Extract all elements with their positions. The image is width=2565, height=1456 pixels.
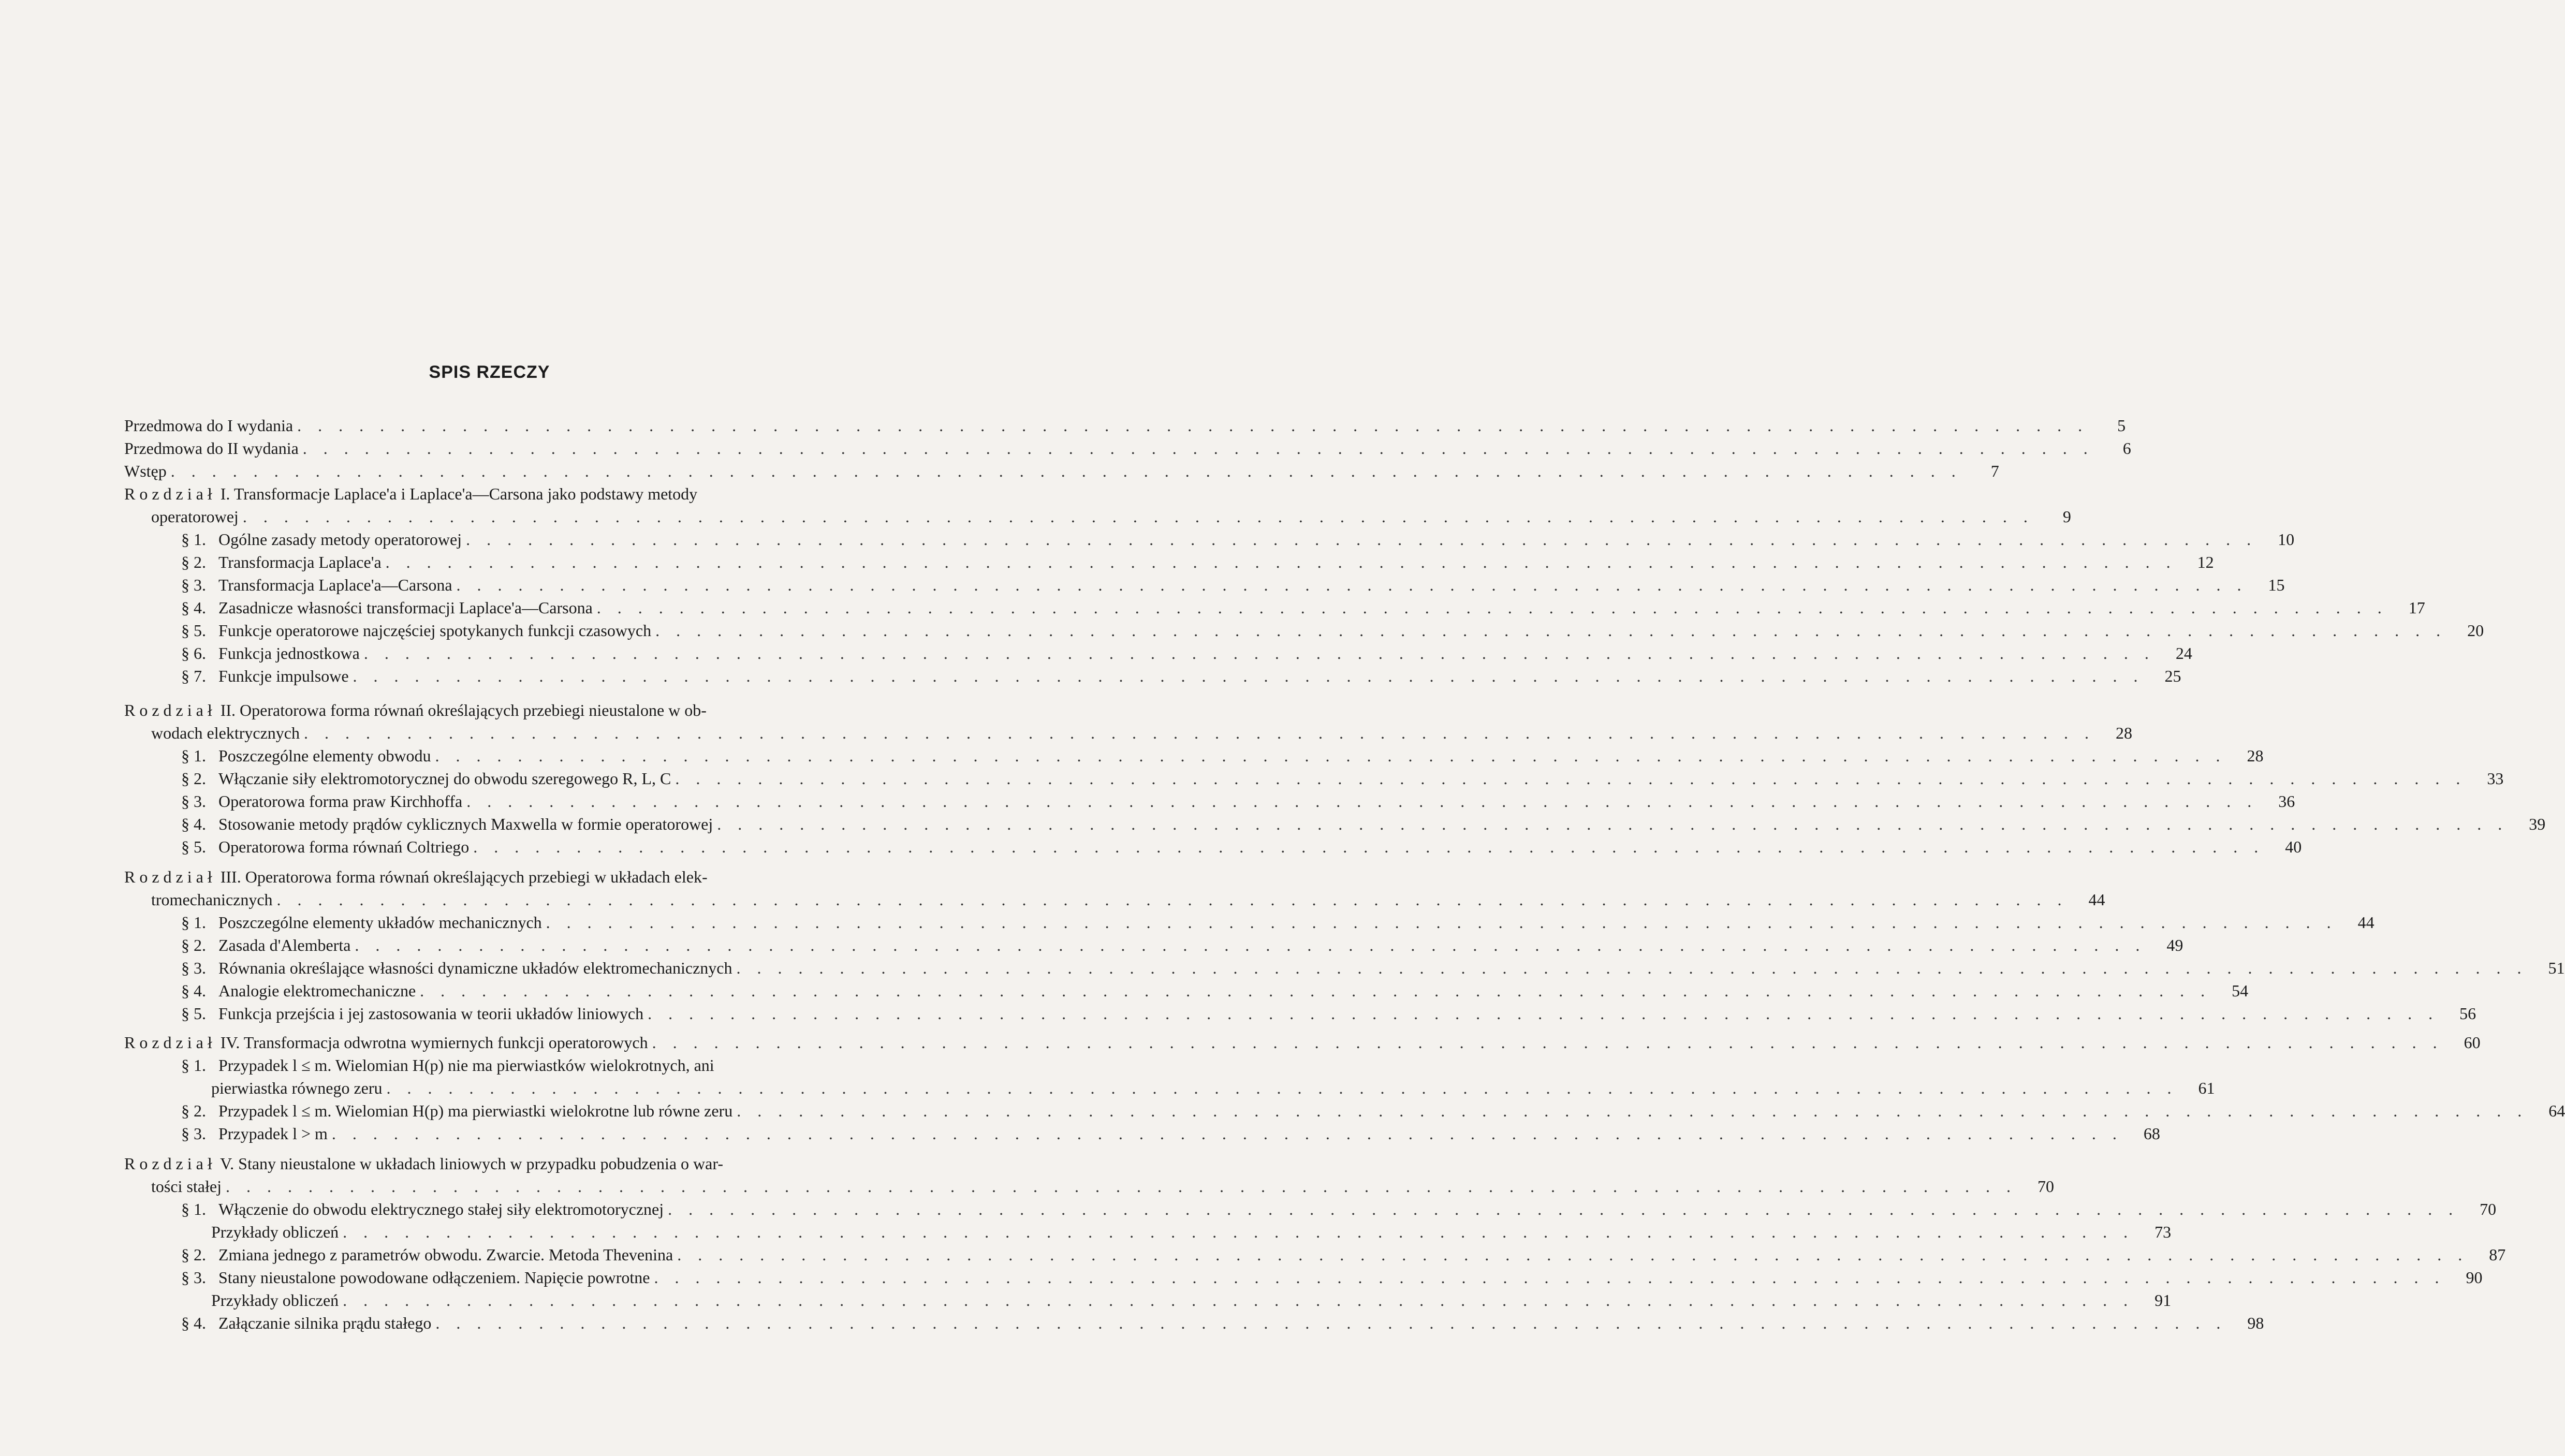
toc-section bbox=[181, 911, 2375, 934]
chapter-heading bbox=[124, 865, 914, 888]
leader-dots: . . . . . . . . . . . . . . . . . . . . . . . . . . . . . . . . . . . . . . . . . . . . . . . . . . . . . . . . . . . . . . . . . . . . . . . . . . . . . . . . . . . . . . . bbox=[466, 530, 2258, 549]
toc-entry-page: 68 bbox=[2143, 1124, 2160, 1143]
leader-dots: . . . . . . . . . . . . . . . . . . . . . . . . . . . . . . . . . . . . . . . . . . . . . . . . . . . . . . . . . . . . . . . . . . . . . . . . . . . . . . . . . . . . . . . bbox=[385, 553, 2177, 571]
section-number: § 2. bbox=[181, 1101, 206, 1120]
section-title: Poszczególne elementy układów mechanicznych bbox=[218, 913, 542, 932]
toc-entry-page: 91 bbox=[2154, 1291, 2172, 1310]
leader-dots: . . . . . . . . . . . . . . . . . . . . . . . . . . . . . . . . . . . . . . . . . . . . . . . . . . . . . . . . . . . . . . . . . . . . . . . . . . . . . . . . . . . . . . . bbox=[456, 576, 2248, 594]
chapter-title: III. Operatorowa forma równań określających przebiegi w układach elek- bbox=[220, 867, 708, 886]
toc-entry-page: 73 bbox=[2154, 1223, 2172, 1241]
section-number: § 7. bbox=[181, 667, 206, 685]
toc-section bbox=[181, 744, 2264, 767]
section-title: Ogólne zasady metody operatorowej bbox=[218, 530, 462, 549]
leader-dots: . . . . . . . . . . . . . . . . . . . . . . . . . . . . . . . . . . . . . . . . . . . . . . . . . . . . . . . . . . . . . . . . . . . . . . . . . . . . . . . . . . . . . . . bbox=[331, 1124, 2123, 1143]
toc-entry-page: 20 bbox=[2467, 621, 2484, 640]
section-title: Przypadek l ≤ m. Wielomian H(p) nie ma pierwiastków wielokrotnych, ani bbox=[218, 1056, 714, 1075]
section-title: Włączanie siły elektromotorycznej do obwodu szeregowego R, L, C bbox=[218, 769, 671, 788]
leader-dots: . . . . . . . . . . . . . . . . . . . . . . . . . . . . . . . . . . . . . . . . . . . . . . . . . . . . . . . . . . . . . . . . . . . . . . . . . . . . . . . . . . . . . . . bbox=[420, 981, 2211, 1000]
toc-section bbox=[181, 1312, 2264, 1334]
leader-dots: . . . . . . . . . . . . . . . . . . . . . . . . . . . . . . . . . . . . . . . . . . . . . . . . . . . . . . . . . . . . . . . . . . . . . . . . . . . . . . . . . . . . . . . bbox=[652, 1033, 2443, 1052]
toc-entry bbox=[211, 1289, 2172, 1312]
leader-dots: . . . . . . . . . . . . . . . . . . . . . . . . . . . . . . . . . . . . . . . . . . . . . . . . . . . . . . . . . . . . . . . . . . . . . . . . . . . . . . . . . . . . . . . bbox=[668, 1200, 2459, 1218]
section-number: § 1. bbox=[181, 1056, 206, 1075]
toc-section bbox=[181, 934, 2183, 957]
leader-dots: . . . . . . . . . . . . . . . . . . . . . . . . . . . . . . . . . . . . . . . . . . . . . . . . . . . . . . . . . . . . . . . . . . . . . . . . . . . . . . . . . . . . . . . bbox=[353, 667, 2144, 685]
toc-entry-page: 28 bbox=[2115, 724, 2132, 742]
toc-section bbox=[181, 665, 2181, 687]
leader-dots: . . . . . . . . . . . . . . . . . . . . . . . . . . . . . . . . . . . . . . . . . . . . . . . . . . . . . . . . . . . . . . . . . . . . . . . . . . . . . . . . . . . . . . . bbox=[343, 1291, 2134, 1310]
toc-entry-title: tromechanicznych bbox=[151, 890, 273, 909]
section-number: § 2. bbox=[181, 1245, 206, 1264]
toc-entry-page: 6 bbox=[2122, 439, 2131, 458]
leader-dots: . . . . . . . . . . . . . . . . . . . . . . . . . . . . . . . . . . . . . . . . . . . . . . . . . . . . . . . . . . . . . . . . . . . . . . . . . . . . . . . . . . . . . . . bbox=[677, 1245, 2469, 1264]
toc-entry-title: Przedmowa do I wydania bbox=[124, 416, 294, 435]
section-number: § 1. bbox=[181, 913, 206, 932]
leader-dots: . . . . . . . . . . . . . . . . . . . . . . . . . . . . . . . . . . . . . . . . . . . . . . . . . . . . . . . . . . . . . . . . . . . . . . . . . . . . . . . . . . . . . . . bbox=[675, 769, 2467, 788]
toc-section bbox=[181, 957, 2565, 979]
section-number: § 5. bbox=[181, 1004, 206, 1023]
section-number: § 1. bbox=[181, 746, 206, 765]
chapter-heading bbox=[124, 699, 914, 722]
section-title: Przypadek l > m bbox=[218, 1124, 328, 1143]
toc-section bbox=[181, 573, 2285, 596]
toc-entry-title: tości stałej bbox=[151, 1177, 222, 1196]
toc-entry-page: 51 bbox=[2548, 959, 2565, 977]
section-title: Transformacja Laplace'a bbox=[218, 553, 382, 571]
toc-entry-page: 60 bbox=[2464, 1033, 2481, 1052]
leader-dots: . . . . . . . . . . . . . . . . . . . . . . . . . . . . . . . . . . . . . . . . . . . . . . . . . . . . . . . . . . . . . . . . . . . . . . . . . . . . . . . . . . . . . . . bbox=[435, 746, 2226, 765]
toc-section bbox=[181, 790, 2295, 813]
toc-entry-page: 12 bbox=[2197, 553, 2214, 571]
toc-entry bbox=[211, 1077, 2215, 1099]
toc-section bbox=[181, 1122, 2160, 1145]
section-title: Włączenie do obwodu elektrycznego stałej siły elektromotorycznej bbox=[218, 1200, 664, 1218]
leader-dots: . . . . . . . . . . . . . . . . . . . . . . . . . . . . . . . . . . . . . . . . . . . . . . . . . . . . . . . . . . . . . . . . . . . . . . . . . . . . . . . . . . . . . . . bbox=[655, 621, 2447, 640]
toc-entry-page: 70 bbox=[2037, 1177, 2054, 1196]
toc-section bbox=[181, 813, 2546, 835]
chapter-prefix: Rozdział bbox=[124, 484, 216, 503]
leader-dots: . . . . . . . . . . . . . . . . . . . . . . . . . . . . . . . . . . . . . . . . . . . . . . . . . . . . . . . . . . . . . . . . . . . . . . . . . . . . . . . . . . . . . . . bbox=[654, 1268, 2445, 1287]
toc-entry-page: 64 bbox=[2548, 1101, 2565, 1120]
section-title: Operatorowa forma równań Coltriego bbox=[218, 837, 470, 856]
leader-dots: . . . . . . . . . . . . . . . . . . . . . . . . . . . . . . . . . . . . . . . . . . . . . . . . . . . . . . . . . . . . . . . . . . . . . . . . . . . . . . . . . . . . . . . bbox=[386, 1079, 2178, 1097]
section-title: Funkcja przejścia i jej zastosowania w teorii układów liniowych bbox=[218, 1004, 644, 1023]
toc-entry-title: Wstęp bbox=[124, 462, 167, 480]
toc-section bbox=[181, 528, 2295, 551]
toc-section bbox=[181, 1243, 2506, 1266]
leader-dots: . . . . . . . . . . . . . . . . . . . . . . . . . . . . . . . . . . . . . . . . . . . . . . . . . . . . . . . . . . . . . . . . . . . . . . . . . . . . . . . . . . . . . . . bbox=[466, 792, 2258, 811]
chapter-title: V. Stany nieustalone w układach liniowych w przypadku pobudzenia o war- bbox=[220, 1154, 724, 1173]
toc-section bbox=[181, 1054, 914, 1077]
toc-entry-page: 44 bbox=[2357, 913, 2375, 932]
section-title: Transformacja Laplace'a—Carsona bbox=[218, 576, 452, 594]
section-number: § 3. bbox=[181, 959, 206, 977]
section-title: Operatorowa forma praw Kirchhoffa bbox=[218, 792, 463, 811]
leader-dots: . . . . . . . . . . . . . . . . . . . . . . . . . . . . . . . . . . . . . . . . . . . . . . . . . . . . . . . . . . . . . . . . . . . . . . . . . . . . . . . . . . . . . . . bbox=[303, 724, 2095, 742]
toc-section bbox=[181, 1099, 2565, 1122]
toc-entry bbox=[151, 722, 2132, 744]
section-title: Załączanie silnika prądu stałego bbox=[218, 1314, 432, 1332]
toc-entry-page: 40 bbox=[2285, 837, 2302, 856]
section-number: § 2. bbox=[181, 769, 206, 788]
toc-entry bbox=[124, 460, 1999, 482]
toc-section bbox=[181, 1002, 2476, 1025]
section-number: § 3. bbox=[181, 792, 206, 811]
section-number: § 6. bbox=[181, 644, 206, 663]
toc-entry-page: 54 bbox=[2232, 981, 2249, 1000]
chapter-prefix: Rozdział bbox=[124, 867, 216, 886]
toc-section bbox=[181, 619, 2484, 642]
section-title: Równania określające własności dynamiczne układów elektromechanicznych bbox=[218, 959, 732, 977]
toc-entry-page: 24 bbox=[2175, 644, 2192, 663]
leader-dots: . . . . . . . . . . . . . . . . . . . . . . . . . . . . . . . . . . . . . . . . . . . . . . . . . . . . . . . . . . . . . . . . . . . . . . . . . . . . . . . . . . . . . . . bbox=[276, 890, 2068, 909]
section-number: § 1. bbox=[181, 530, 206, 549]
leader-dots: . . . . . . . . . . . . . . . . . . . . . . . . . . . . . . . . . . . . . . . . . . . . . . . . . . . . . . . . . . . . . . . . . . . . . . . . . . . . . . . . . . . . . . . bbox=[435, 1314, 2227, 1332]
toc-entry-page: 44 bbox=[2088, 890, 2105, 909]
leader-dots: . . . . . . . . . . . . . . . . . . . . . . . . . . . . . . . . . . . . . . . . . . . . . . . . . . . . . . . . . . . . . . . . . . . . . . . . . . . . . . . . . . . . . . . bbox=[736, 959, 2528, 977]
chapter-prefix: Rozdział bbox=[124, 1154, 216, 1173]
toc-entry-page: 10 bbox=[2278, 530, 2295, 549]
toc-entry-page: 17 bbox=[2408, 598, 2425, 617]
section-number: § 1. bbox=[181, 1200, 206, 1218]
chapter-heading bbox=[124, 1031, 2481, 1054]
chapter-heading bbox=[124, 482, 914, 505]
chapter-title: IV. Transformacja odwrotna wymiernych funkcji operatorowych bbox=[220, 1033, 648, 1052]
section-title: Funkcja jednostkowa bbox=[218, 644, 360, 663]
toc-section bbox=[181, 642, 2192, 665]
toc-section bbox=[181, 835, 2302, 858]
leader-dots: . . . . . . . . . . . . . . . . . . . . . . . . . . . . . . . . . . . . . . . . . . . . . . . . . . . . . . . . . . . . . . . . . . . . . . . . . . . . . . . . . . . . . . . bbox=[343, 1223, 2134, 1241]
toc-section bbox=[181, 979, 2249, 1002]
section-title: Stosowanie metody prądów cyklicznych Maxwella w formie operatorowej bbox=[218, 815, 713, 833]
section-number: § 4. bbox=[181, 815, 206, 833]
toc-entry bbox=[124, 437, 2131, 460]
leader-dots: . . . . . . . . . . . . . . . . . . . . . . . . . . . . . . . . . . . . . . . . . . . . . . . . . . . . . . . . . . . . . . . . . . . . . . . . . . . . . . . . . . . . . . . bbox=[473, 837, 2265, 856]
toc-entry-page: 15 bbox=[2268, 576, 2285, 594]
leader-dots: . . . . . . . . . . . . . . . . . . . . . . . . . . . . . . . . . . . . . . . . . . . . . . . . . . . . . . . . . . . . . . . . . . . . . . . . . . . . . . . . . . . . . . . bbox=[302, 439, 2094, 458]
toc-section bbox=[181, 596, 2425, 619]
toc-entry-page: 90 bbox=[2466, 1268, 2483, 1287]
toc-entry-page: 5 bbox=[2117, 416, 2126, 435]
leader-dots: . . . . . . . . . . . . . . . . . . . . . . . . . . . . . . . . . . . . . . . . . . . . . . . . . . . . . . . . . . . . . . . . . . . . . . . . . . . . . . . . . . . . . . . bbox=[363, 644, 2155, 663]
leader-dots: . . . . . . . . . . . . . . . . . . . . . . . . . . . . . . . . . . . . . . . . . . . . . . . . . . . . . . . . . . . . . . . . . . . . . . . . . . . . . . . . . . . . . . . bbox=[355, 936, 2146, 954]
chapter-prefix: Rozdział bbox=[124, 701, 216, 719]
page-title: SPIS RZECZY bbox=[429, 362, 550, 382]
toc-entry bbox=[151, 1175, 2054, 1198]
toc-entry-page: 9 bbox=[2062, 507, 2071, 526]
section-number: § 2. bbox=[181, 936, 206, 954]
toc-entry bbox=[151, 505, 2071, 528]
leader-dots: . . . . . . . . . . . . . . . . . . . . . . . . . . . . . . . . . . . . . . . . . . . . . . . . . . . . . . . . . . . . . . . . . . . . . . . . . . . . . . . . . . . . . . . bbox=[717, 815, 2509, 833]
toc-section bbox=[181, 767, 2504, 790]
section-title: Stany nieustalone powodowane odłączeniem. Napięcie powrotne bbox=[218, 1268, 650, 1287]
leader-dots: . . . . . . . . . . . . . . . . . . . . . . . . . . . . . . . . . . . . . . . . . . . . . . . . . . . . . . . . . . . . . . . . . . . . . . . . . . . . . . . . . . . . . . . bbox=[170, 462, 1962, 480]
toc-section bbox=[181, 1266, 2483, 1289]
section-title: Poszczególne elementy obwodu bbox=[218, 746, 431, 765]
leader-dots: . . . . . . . . . . . . . . . . . . . . . . . . . . . . . . . . . . . . . . . . . . . . . . . . . . . . . . . . . . . . . . . . . . . . . . . . . . . . . . . . . . . . . . . bbox=[737, 1101, 2528, 1120]
toc-entry-page: 25 bbox=[2164, 667, 2181, 685]
section-title: Analogie elektromechaniczne bbox=[218, 981, 416, 1000]
toc-entry bbox=[151, 888, 2105, 911]
section-number: § 5. bbox=[181, 621, 206, 640]
section-title: Funkcje impulsowe bbox=[218, 667, 349, 685]
section-title: Zmiana jednego z parametrów obwodu. Zwarcie. Metoda Thevenina bbox=[218, 1245, 673, 1264]
section-number: § 4. bbox=[181, 981, 206, 1000]
toc-entry-title: pierwiastka równego zeru bbox=[211, 1079, 383, 1097]
leader-dots: . . . . . . . . . . . . . . . . . . . . . . . . . . . . . . . . . . . . . . . . . . . . . . . . . . . . . . . . . . . . . . . . . . . . . . . . . . . . . . . . . . . . . . . bbox=[546, 913, 2337, 932]
leader-dots: . . . . . . . . . . . . . . . . . . . . . . . . . . . . . . . . . . . . . . . . . . . . . . . . . . . . . . . . . . . . . . . . . . . . . . . . . . . . . . . . . . . . . . . bbox=[596, 598, 2388, 617]
toc-entry-page: 33 bbox=[2487, 769, 2504, 788]
leader-dots: . . . . . . . . . . . . . . . . . . . . . . . . . . . . . . . . . . . . . . . . . . . . . . . . . . . . . . . . . . . . . . . . . . . . . . . . . . . . . . . . . . . . . . . bbox=[225, 1177, 2017, 1196]
toc-section bbox=[181, 551, 2214, 573]
toc-entry-page: 39 bbox=[2529, 815, 2546, 833]
toc-entry-page: 98 bbox=[2247, 1314, 2264, 1332]
section-number: § 3. bbox=[181, 1124, 206, 1143]
leader-dots: . . . . . . . . . . . . . . . . . . . . . . . . . . . . . . . . . . . . . . . . . . . . . . . . . . . . . . . . . . . . . . . . . . . . . . . . . . . . . . . . . . . . . . . bbox=[242, 507, 2034, 526]
section-number: § 3. bbox=[181, 576, 206, 594]
section-number: § 4. bbox=[181, 598, 206, 617]
chapter-title: II. Operatorowa forma równań określających przebiegi nieustalone w ob- bbox=[220, 701, 707, 719]
toc-entry-title: Przykłady obliczeń bbox=[211, 1223, 339, 1241]
toc-entry-title: operatorowej bbox=[151, 507, 239, 526]
section-title: Funkcje operatorowe najczęściej spotykanych funkcji czasowych bbox=[218, 621, 652, 640]
section-number: § 4. bbox=[181, 1314, 206, 1332]
toc-entry-title: wodach elektrycznych bbox=[151, 724, 300, 742]
toc-entry-page: 56 bbox=[2459, 1004, 2476, 1023]
toc-entry-page: 49 bbox=[2166, 936, 2183, 954]
toc-entry bbox=[211, 1220, 2172, 1243]
leader-dots: . . . . . . . . . . . . . . . . . . . . . . . . . . . . . . . . . . . . . . . . . . . . . . . . . . . . . . . . . . . . . . . . . . . . . . . . . . . . . . . . . . . . . . . bbox=[297, 416, 2089, 435]
toc-entry-page: 28 bbox=[2247, 746, 2264, 765]
chapter-heading bbox=[124, 1152, 914, 1175]
toc-entry-title: Przedmowa do II wydania bbox=[124, 439, 299, 458]
section-number: § 2. bbox=[181, 553, 206, 571]
section-title: Zasadnicze własności transformacji Laplace'a—Carsona bbox=[218, 598, 593, 617]
toc-entry-page: 87 bbox=[2489, 1245, 2506, 1264]
chapter-title: I. Transformacje Laplace'a i Laplace'a—Carsona jako podstawy metody bbox=[220, 484, 698, 503]
toc-entry-title: Przykłady obliczeń bbox=[211, 1291, 339, 1310]
section-number: § 3. bbox=[181, 1268, 206, 1287]
toc-entry-page: 36 bbox=[2278, 792, 2295, 811]
section-number: § 5. bbox=[181, 837, 206, 856]
chapter-prefix: Rozdział bbox=[124, 1033, 216, 1052]
section-title: Zasada d'Alemberta bbox=[218, 936, 351, 954]
toc-section bbox=[181, 1198, 2497, 1220]
toc-entry bbox=[124, 414, 2126, 437]
section-title: Przypadek l ≤ m. Wielomian H(p) ma pierwiastki wielokrotne lub równe zeru bbox=[218, 1101, 733, 1120]
toc-entry-page: 61 bbox=[2198, 1079, 2215, 1097]
leader-dots: . . . . . . . . . . . . . . . . . . . . . . . . . . . . . . . . . . . . . . . . . . . . . . . . . . . . . . . . . . . . . . . . . . . . . . . . . . . . . . . . . . . . . . . bbox=[648, 1004, 2439, 1023]
toc-entry-page: 70 bbox=[2480, 1200, 2497, 1218]
toc-entry-page: 7 bbox=[1990, 462, 1999, 480]
